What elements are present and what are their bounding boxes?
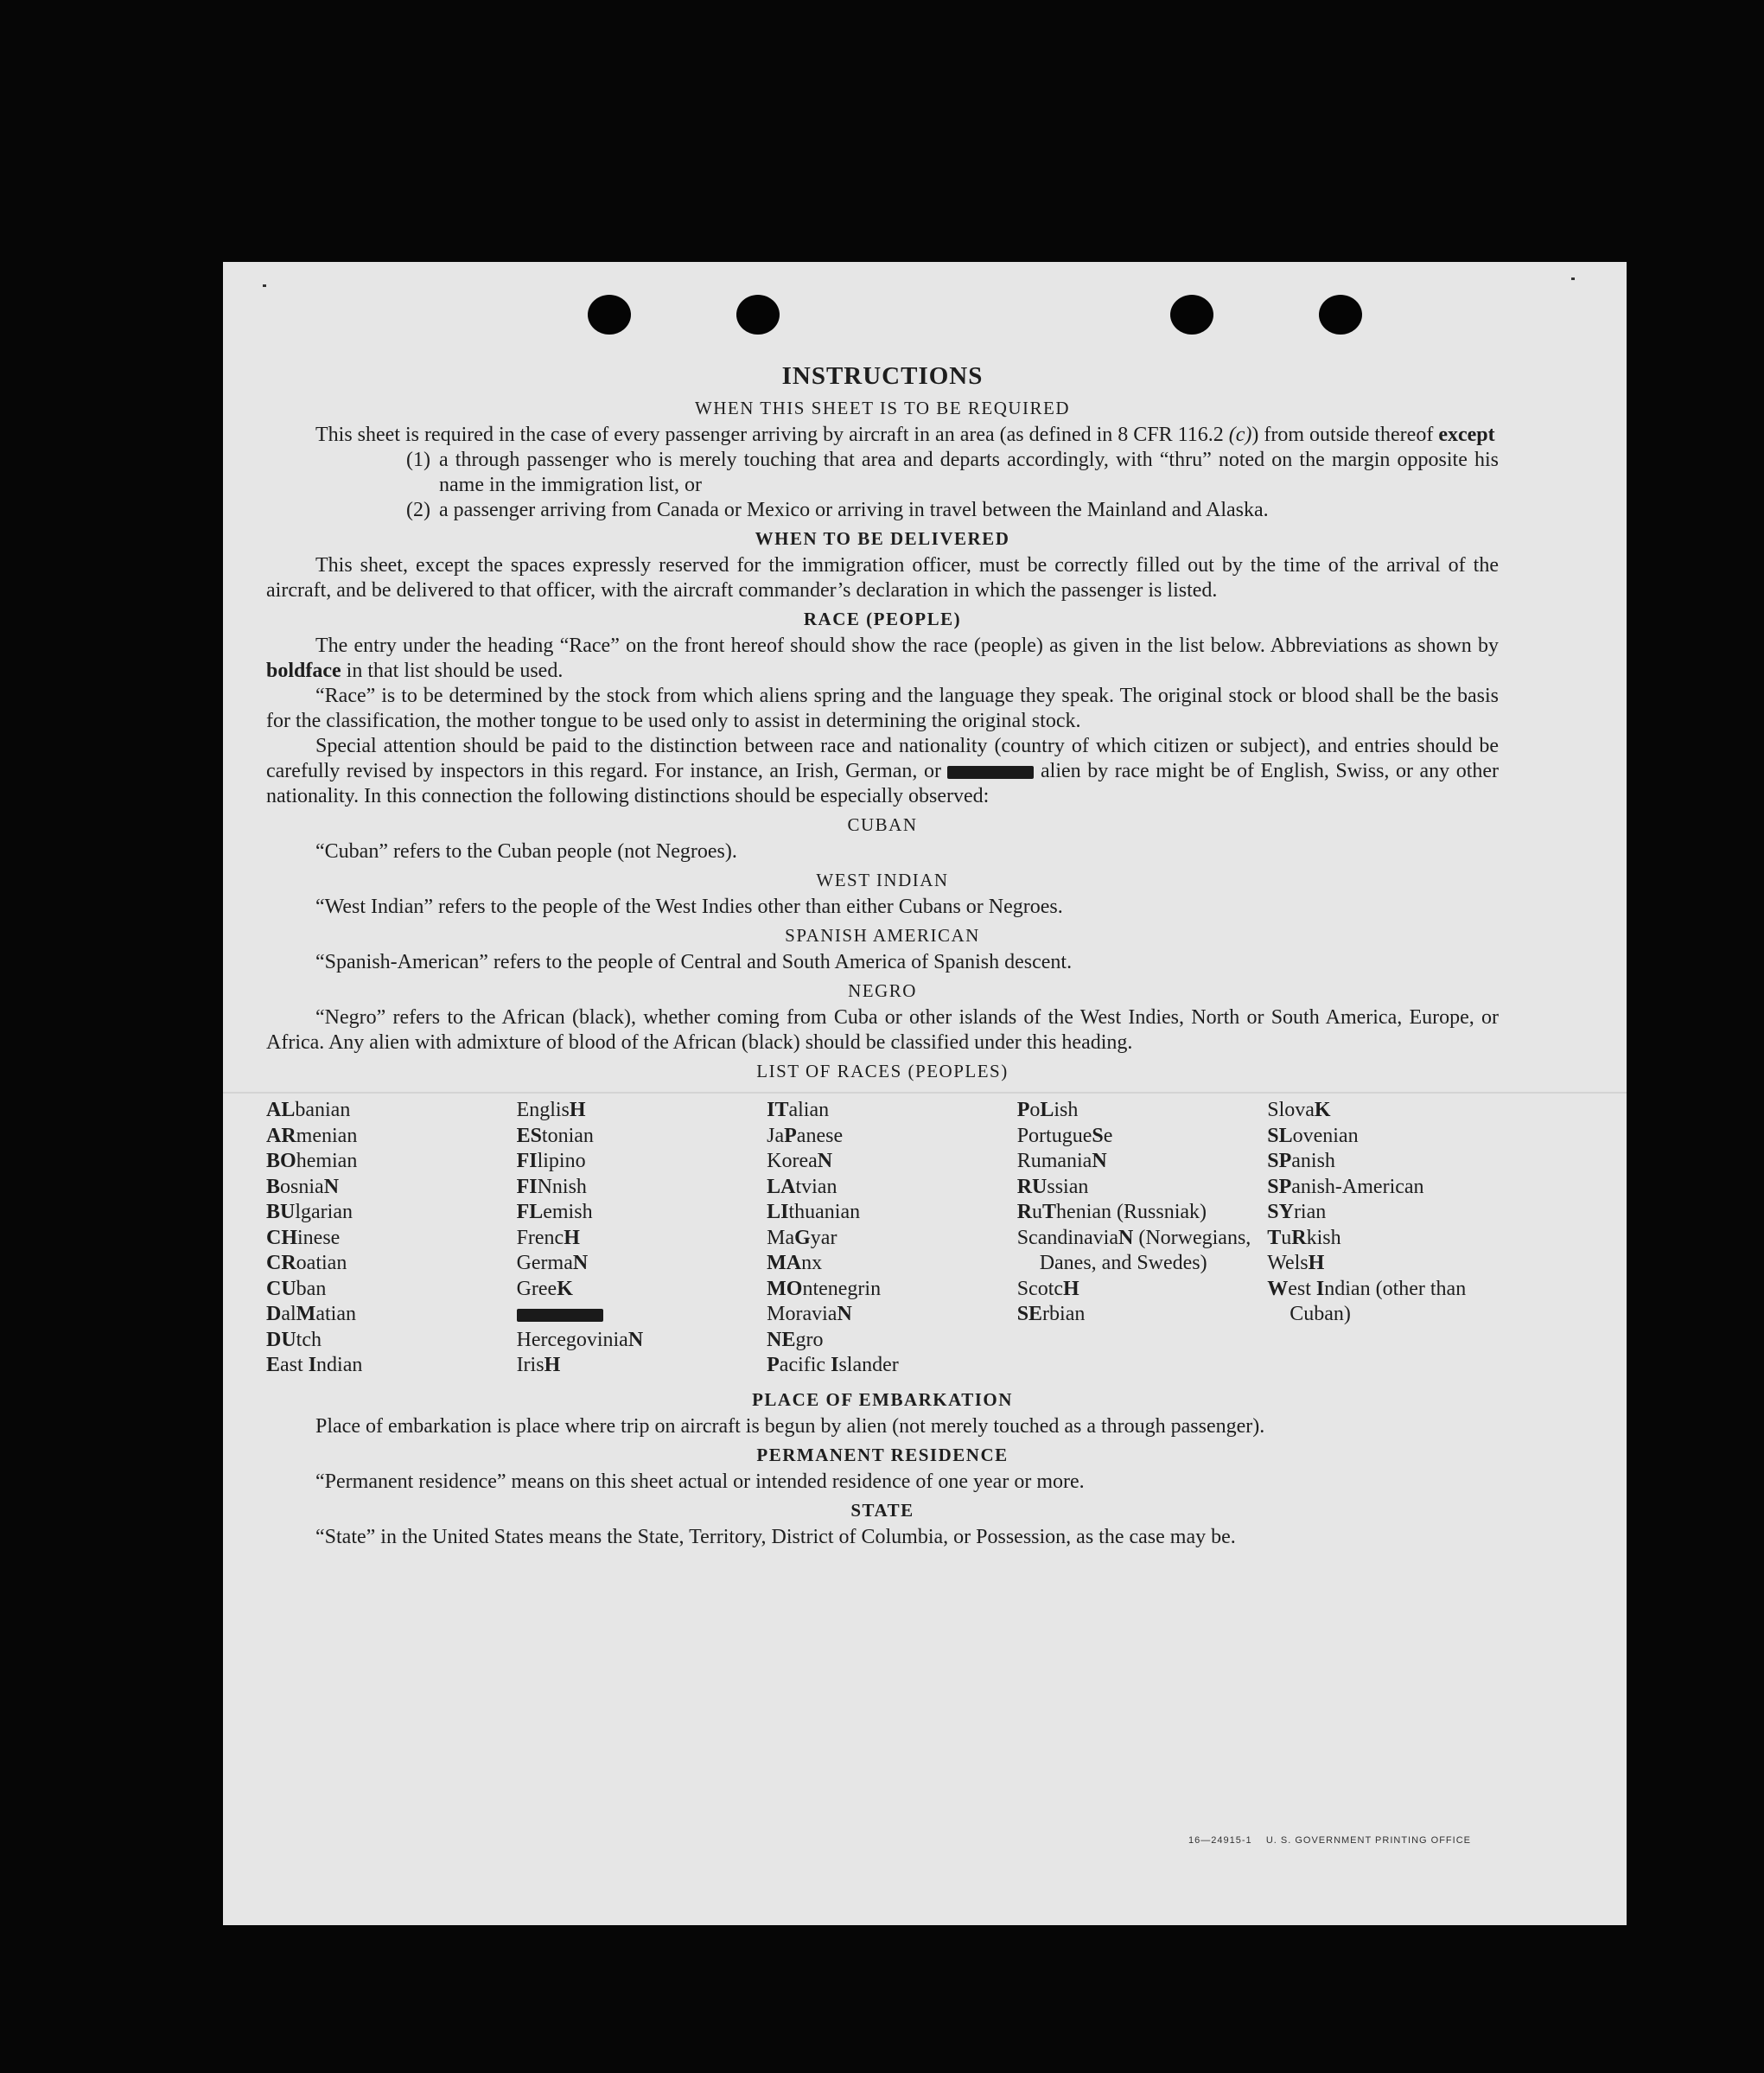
- abbreviation-letters: M: [296, 1303, 316, 1325]
- abbreviation-letters: T: [1042, 1201, 1057, 1223]
- abbreviation-letters: IT: [767, 1099, 789, 1121]
- abbreviation-letters: FI: [516, 1175, 538, 1198]
- race-text: ish: [1054, 1099, 1079, 1121]
- race-text: Gree: [516, 1277, 557, 1300]
- abbreviation-letters: CR: [266, 1252, 296, 1274]
- race-entry: [517, 1124, 767, 1150]
- race-column: [767, 1098, 1017, 1379]
- abbreviation-letters: FI: [516, 1150, 538, 1172]
- paper-speck: [1571, 277, 1575, 280]
- section-state: [266, 1500, 1499, 1550]
- race-text: lipino: [537, 1150, 586, 1172]
- race-entry: [266, 1353, 517, 1379]
- abbreviation-letters: I: [1315, 1277, 1325, 1300]
- race-entry: [266, 1200, 517, 1226]
- page-title: INSTRUCTIONS: [781, 362, 984, 390]
- race-entry: [517, 1302, 767, 1328]
- race-entry: [517, 1175, 767, 1201]
- race-text: alian: [788, 1099, 830, 1121]
- race-entry: [767, 1175, 1017, 1201]
- race-entry: [1017, 1200, 1268, 1226]
- race-text: banian: [295, 1099, 351, 1121]
- printer-name: U. S. GOVERNMENT PRINTING OFFICE: [1265, 1835, 1471, 1846]
- paragraph: [266, 423, 1499, 448]
- race-entry: [517, 1277, 767, 1303]
- race-text: rbian: [1042, 1303, 1086, 1325]
- race-text: Slova: [1267, 1099, 1315, 1121]
- abbreviation-letters: N: [627, 1328, 644, 1351]
- abbreviation-letters: K: [1314, 1099, 1331, 1121]
- abbreviation-letters: AR: [266, 1124, 296, 1147]
- race-column: [1017, 1098, 1268, 1379]
- list-item: [266, 498, 1499, 523]
- section-race: [266, 609, 1499, 809]
- abbreviation-letters: AL: [266, 1099, 296, 1121]
- section-heading: STATE: [850, 1499, 914, 1521]
- race-entry: [767, 1277, 1017, 1303]
- abbreviation-letters: B: [266, 1175, 281, 1198]
- race-entry: [1017, 1277, 1268, 1303]
- race-list: [266, 1098, 1499, 1379]
- item-number: (1): [406, 449, 430, 471]
- section-west-indian: [266, 870, 1499, 920]
- abbreviation-letters: N: [1118, 1226, 1134, 1249]
- item-text: a passenger arriving from Canada or Mexico or arriving in travel between the Mainland and Alaska.: [439, 499, 1269, 521]
- race-text: Rumania: [1016, 1150, 1092, 1172]
- punch-hole: [736, 295, 780, 335]
- race-entry: [517, 1226, 767, 1252]
- abbreviation-letters: I: [831, 1354, 839, 1376]
- race-text: ban: [296, 1277, 327, 1300]
- instruction-sheet: [223, 262, 1627, 1925]
- section-heading: RACE (PEOPLE): [803, 609, 962, 629]
- race-text: ast: [280, 1354, 309, 1376]
- race-text: hemian: [296, 1150, 358, 1172]
- race-text: u: [1032, 1201, 1043, 1223]
- race-text: nx: [801, 1252, 823, 1274]
- race-text: Korea: [767, 1150, 818, 1172]
- race-entry: [1017, 1098, 1268, 1124]
- paragraph: “Cuban” refers to the Cuban people (not Negroes).: [315, 840, 737, 863]
- abbreviation-letters: SY: [1267, 1201, 1294, 1223]
- race-entry: [1267, 1251, 1499, 1277]
- abbreviation-letters: H: [569, 1099, 586, 1121]
- text-run: (c): [1228, 424, 1252, 446]
- race-text: oatian: [296, 1252, 347, 1274]
- race-entry: [266, 1302, 517, 1328]
- race-text: ovenian: [1292, 1124, 1359, 1147]
- abbreviation-letters: R: [1291, 1226, 1307, 1249]
- abbreviation-letters: CH: [266, 1226, 297, 1249]
- race-entry: [767, 1149, 1017, 1175]
- abbreviation-letters: L: [1040, 1099, 1054, 1121]
- abbreviation-letters: BO: [266, 1150, 296, 1172]
- race-text: Hercegovinia: [516, 1328, 628, 1351]
- section-heading: WHEN TO BE DELIVERED: [755, 528, 1010, 549]
- race-entry: [1017, 1124, 1268, 1150]
- abbreviation-letters: P: [784, 1124, 797, 1147]
- abbreviation-letters: LA: [767, 1175, 796, 1198]
- race-entry: [767, 1098, 1017, 1124]
- abbreviation-letters: R: [1016, 1201, 1033, 1223]
- section-heading: LIST OF RACES (PEOPLES): [756, 1061, 1009, 1081]
- race-entry: [266, 1226, 517, 1252]
- paragraph: “Spanish-American” refers to the people of Central and South America of Spanish descent.: [315, 951, 1073, 973]
- text-run: The entry under the heading “Race” on the front hereof should show the race (people) as given in the list below. Abbreviations as shown by: [315, 635, 1499, 657]
- race-text: Frenc: [516, 1226, 564, 1249]
- abbreviation-letters: K: [557, 1277, 573, 1300]
- section-heading: SPANISH AMERICAN: [785, 925, 980, 946]
- item-number: (2): [406, 499, 430, 521]
- race-entry: [266, 1098, 517, 1124]
- race-entry: [767, 1328, 1017, 1354]
- race-text: Germa: [516, 1252, 573, 1274]
- race-text: Ja: [767, 1124, 785, 1147]
- race-entry: [1267, 1098, 1499, 1124]
- abbreviation-letters: E: [266, 1354, 281, 1376]
- section-delivered: [266, 528, 1499, 603]
- abbreviation-letters: N: [1092, 1150, 1107, 1172]
- race-entry: [767, 1302, 1017, 1328]
- race-text: gro: [795, 1328, 824, 1351]
- section-heading: PLACE OF EMBARKATION: [752, 1388, 1013, 1410]
- race-text: yar: [810, 1226, 837, 1249]
- abbreviation-letters: RU: [1016, 1175, 1048, 1198]
- race-entry: [1267, 1124, 1499, 1150]
- paragraph: “Permanent residence” means on this sheet actual or intended residence of one year or more.: [315, 1470, 1085, 1493]
- race-entry: [266, 1328, 517, 1354]
- abbreviation-letters: SE: [1016, 1303, 1043, 1325]
- race-entry: [266, 1149, 517, 1175]
- race-text: anese: [796, 1124, 844, 1147]
- race-entry: [1267, 1277, 1499, 1328]
- section-residence: [266, 1445, 1499, 1495]
- text-run: boldface: [266, 660, 341, 682]
- printer-imprint: [1188, 1835, 1471, 1846]
- abbreviation-letters: G: [794, 1226, 811, 1249]
- race-text: kish: [1306, 1226, 1341, 1249]
- race-entry: [517, 1251, 767, 1277]
- text-run: This sheet is required in the case of every passenger arriving by aircraft in an area (as defined in 8 CFR 116.2: [315, 424, 1229, 446]
- abbreviation-letters: N: [572, 1252, 589, 1274]
- text-run: except: [1438, 424, 1495, 446]
- abbreviation-letters: P: [767, 1354, 780, 1376]
- race-text: al: [281, 1303, 296, 1325]
- abbreviation-letters: H: [1308, 1252, 1325, 1274]
- race-column: [266, 1098, 517, 1379]
- race-entry: [266, 1175, 517, 1201]
- abbreviation-letters: H: [1063, 1277, 1079, 1300]
- abbreviation-letters: LI: [767, 1201, 789, 1223]
- race-text: ntenegrin: [802, 1277, 882, 1300]
- section-heading: PERMANENT RESIDENCE: [756, 1444, 1009, 1465]
- race-text: Scotc: [1016, 1277, 1064, 1300]
- race-text: N: [537, 1175, 552, 1198]
- race-entry: [1267, 1200, 1499, 1226]
- abbreviation-letters: SP: [1267, 1175, 1292, 1198]
- race-entry: [517, 1098, 767, 1124]
- paragraph: [266, 634, 1499, 684]
- text-run: in that list should be used.: [341, 660, 564, 682]
- section-heading: CUBAN: [847, 814, 918, 835]
- race-entry: [767, 1226, 1017, 1252]
- paragraph: “West Indian” refers to the people of the West Indies other than either Cubans or Negroes.: [315, 896, 1063, 918]
- race-text: nish: [551, 1175, 587, 1198]
- race-text: ssian: [1047, 1175, 1089, 1198]
- abbreviation-letters: N: [817, 1150, 833, 1172]
- abbreviation-letters: CU: [266, 1277, 296, 1300]
- race-text: e: [1103, 1124, 1113, 1147]
- item-text: a through passenger who is merely touching that area and departs accordingly, with “thru” noted on the margin opposite his name in the immigration list, or: [439, 449, 1499, 496]
- race-entry: [767, 1251, 1017, 1277]
- abbreviation-letters: MO: [767, 1277, 803, 1300]
- race-text: Moravia: [767, 1303, 837, 1325]
- race-text: atian: [315, 1303, 356, 1325]
- paragraph: “Race” is to be determined by the stock from which aliens spring and the language they speak. The original stock or blood shall be the basis for the classification, the mother tongue to be used only to assist in determining the original stock.: [266, 685, 1499, 732]
- abbreviation-letters: H: [544, 1354, 561, 1376]
- abbreviation-letters: N: [837, 1303, 852, 1325]
- abbreviation-letters: ES: [516, 1124, 542, 1147]
- race-entry: [517, 1328, 767, 1354]
- race-entry: [1017, 1149, 1268, 1175]
- section-heading: WHEN THIS SHEET IS TO BE REQUIRED: [694, 398, 1071, 418]
- abbreviation-letters: DU: [266, 1328, 296, 1351]
- race-entry: [517, 1200, 767, 1226]
- race-text: inese: [297, 1226, 341, 1249]
- race-text: ndian: [316, 1354, 363, 1376]
- race-entry: [1267, 1226, 1499, 1252]
- paragraph: [266, 734, 1499, 809]
- abbreviation-letters: P: [1016, 1099, 1030, 1121]
- race-text: Scandinavia: [1016, 1226, 1118, 1249]
- race-text: slander: [838, 1354, 899, 1376]
- race-text: Iris: [516, 1354, 544, 1376]
- race-text: emish: [543, 1201, 593, 1223]
- text-run: Special attention should be paid to the distinction between race and nationality (country of which citizen or subject), and entries should be carefully revised by inspectors in this regard. For instance, an Irish, German, or: [266, 735, 1499, 782]
- race-text: tonian: [541, 1124, 594, 1147]
- section-list-of-races: [266, 1061, 1499, 1379]
- race-text: o: [1029, 1099, 1041, 1121]
- race-entry: [266, 1124, 517, 1150]
- race-entry: [1017, 1302, 1268, 1328]
- abbreviation-letters: NE: [767, 1328, 796, 1351]
- abbreviation-letters: BU: [266, 1201, 296, 1223]
- race-column: [517, 1098, 767, 1379]
- race-entry: [517, 1353, 767, 1379]
- abbreviation-letters: MA: [767, 1252, 802, 1274]
- abbreviation-letters: I: [308, 1354, 317, 1376]
- paragraph: This sheet, except the spaces expressly reserved for the immigration officer, must be correctly filled out by the time of the arrival of the aircraft, and be delivered to that officer, with the aircraft commander’s declaration in which the passenger is listed.: [266, 554, 1499, 602]
- race-text: u: [1281, 1226, 1292, 1249]
- race-entry: [517, 1149, 767, 1175]
- paper-fold-line: [223, 1092, 1627, 1094]
- race-text: Englis: [516, 1099, 570, 1121]
- race-text: anish-American: [1291, 1175, 1424, 1198]
- race-text: Portugue: [1016, 1124, 1092, 1147]
- race-text: henian (Russniak): [1056, 1201, 1207, 1223]
- race-text: ndian (other than Cuban): [1290, 1277, 1467, 1325]
- section-cuban: [266, 814, 1499, 864]
- race-text: (Norwegians, Danes, and Swedes): [1039, 1226, 1251, 1274]
- race-text: lgarian: [295, 1201, 353, 1223]
- race-entry: [767, 1200, 1017, 1226]
- paragraph: Place of embarkation is place where trip on aircraft is begun by alien (not merely touched as a through passenger).: [315, 1414, 1265, 1438]
- paragraph: “State” in the United States means the State, Territory, District of Columbia, or Possession, as the case may be.: [315, 1525, 1236, 1548]
- section-spanish-american: [266, 925, 1499, 975]
- section-heading: NEGRO: [848, 980, 917, 1001]
- section-heading: WEST INDIAN: [816, 870, 949, 890]
- abbreviation-letters: S: [1092, 1124, 1104, 1147]
- abbreviation-letters: N: [323, 1175, 340, 1198]
- abbreviation-letters: SP: [1267, 1150, 1292, 1172]
- race-entry: [1017, 1175, 1268, 1201]
- form-code: 16—24915-1: [1188, 1835, 1252, 1846]
- punch-hole: [1170, 295, 1213, 335]
- text-run: ) from outside thereof: [1251, 424, 1439, 446]
- race-column: [1267, 1098, 1499, 1379]
- race-text: Wels: [1267, 1252, 1309, 1274]
- section-required: [266, 398, 1499, 523]
- redaction-mark: [947, 766, 1034, 779]
- abbreviation-letters: W: [1267, 1277, 1289, 1300]
- punch-hole: [588, 295, 631, 335]
- punch-hole: [1319, 295, 1362, 335]
- abbreviation-letters: T: [1267, 1226, 1282, 1249]
- text-run: alien by race might be of English, Swiss, or any other nationality. In this connection the following distinctions should be especially observed:: [266, 760, 1500, 807]
- race-entry: [767, 1353, 1017, 1379]
- abbreviation-letters: SL: [1267, 1124, 1293, 1147]
- race-text: est: [1288, 1277, 1316, 1300]
- race-text: menian: [296, 1124, 358, 1147]
- section-embarkation: [266, 1389, 1499, 1439]
- abbreviation-letters: D: [266, 1303, 282, 1325]
- section-negro: [266, 980, 1499, 1056]
- race-text: rian: [1293, 1201, 1327, 1223]
- race-text: tch: [296, 1328, 322, 1351]
- race-entry: [1267, 1175, 1499, 1201]
- paragraph: “Negro” refers to the African (black), whether coming from Cuba or other islands of the West Indies, North or South America, Europe, or Africa. Any alien with admixture of blood of the African (black) should be classified under this heading.: [266, 1006, 1499, 1054]
- race-text: thuanian: [788, 1201, 861, 1223]
- race-text: acific: [779, 1354, 831, 1376]
- abbreviation-letters: FL: [516, 1201, 544, 1223]
- redaction-mark: [517, 1309, 603, 1322]
- paper-speck: [263, 284, 266, 287]
- race-entry: [266, 1251, 517, 1277]
- abbreviation-letters: H: [564, 1226, 580, 1249]
- race-entry: [767, 1124, 1017, 1150]
- race-text: anish: [1291, 1150, 1335, 1172]
- race-entry: [1267, 1149, 1499, 1175]
- race-entry: [266, 1277, 517, 1303]
- race-text: tvian: [795, 1175, 837, 1198]
- list-item: [266, 448, 1499, 498]
- race-text: Ma: [767, 1226, 795, 1249]
- race-entry: [1017, 1226, 1268, 1277]
- race-text: osnia: [280, 1175, 324, 1198]
